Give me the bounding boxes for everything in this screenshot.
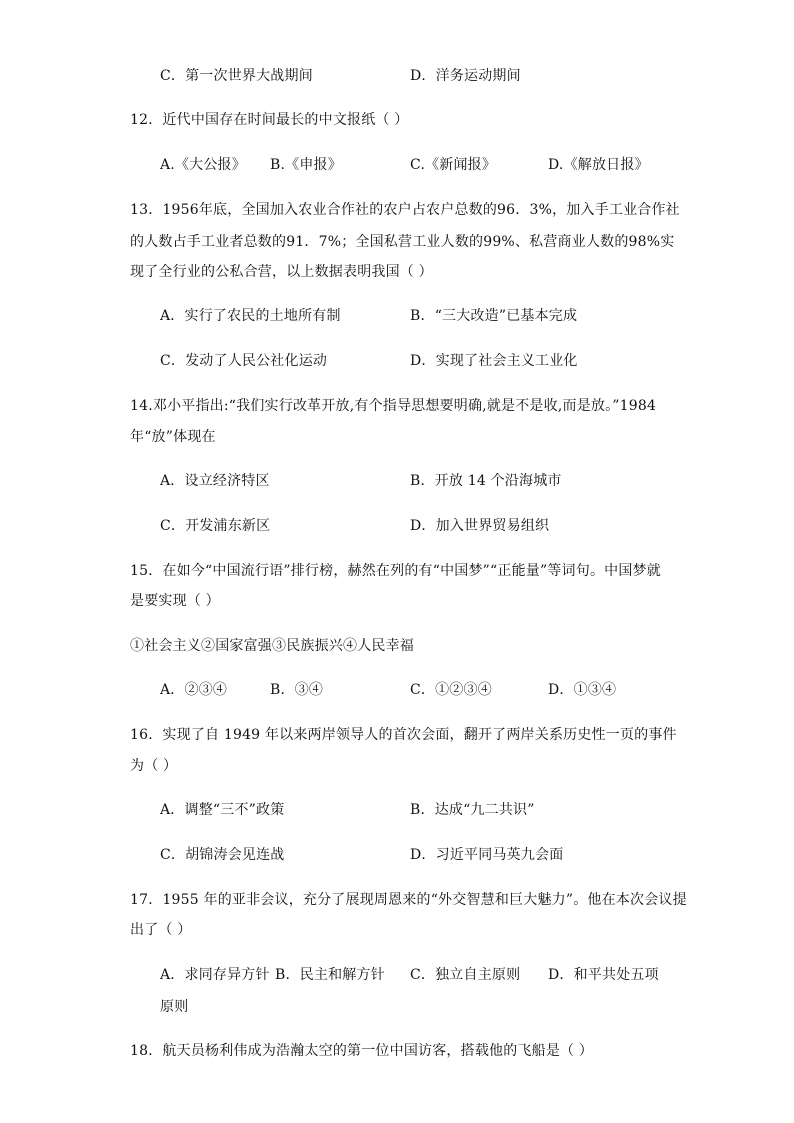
- q13-stem-line-2: 的人数占手工业者总数的91．7%；全国私营工业人数的99%、私营商业人数的98%实: [130, 234, 675, 250]
- q17-stem-line-1: 17．1955 年的亚非会议，充分了展现周恩来的“外交智慧和巨大魅力”。他在本次会议提: [130, 892, 687, 908]
- q16-stem-line-2: 为（ ）: [130, 758, 178, 774]
- q17-option-d: D．和平共处五项: [548, 967, 659, 983]
- q17-option-c: C．独立自主原则: [410, 967, 521, 983]
- q16-option-d: D．习近平同马英九会面: [410, 847, 564, 863]
- q16-option-c: C．胡锦涛会见连战: [160, 847, 285, 863]
- q18-stem: 18．航天员杨利伟成为浩瀚太空的第一位中国访客，搭载他的飞船是（ ）: [130, 1043, 594, 1059]
- q17-stem-line-2: 出了（ ）: [130, 922, 192, 938]
- q14-stem-line-1: 14.邓小平指出:“我们实行改革开放,有个指导思想要明确,就是不是收,而是放。”1984: [130, 398, 657, 414]
- q12-option-d: D.《解放日报》: [548, 157, 649, 173]
- q15-option-b: B．③④: [270, 682, 324, 698]
- q13-stem-line-3: 现了全行业的公私合营，以上数据表明我国（ ）: [130, 264, 433, 280]
- q16-option-a: A．调整“三不”政策: [160, 802, 285, 818]
- q17-option-b: B．民主和解方针: [275, 967, 385, 983]
- q14-option-c: C．开发浦东新区: [160, 518, 271, 534]
- q15-option-c: C．①②③④: [410, 682, 492, 698]
- q14-option-b: B．开放 14 个沿海城市: [410, 473, 562, 489]
- q13-option-c: C．发动了人民公社化运动: [160, 353, 328, 369]
- q17-option-d-wrap: 原则: [160, 999, 189, 1015]
- q15-option-d: D．①③④: [548, 682, 617, 698]
- q14-option-d: D．加入世界贸易组织: [410, 518, 550, 534]
- q13-option-b: B．“三大改造”已基本完成: [410, 308, 578, 324]
- q13-option-d: D．实现了社会主义工业化: [410, 353, 578, 369]
- q12-stem: 12．近代中国存在时间最长的中文报纸（ ）: [130, 112, 409, 128]
- q16-option-b: B．达成“九二共识”: [410, 802, 535, 818]
- q17-option-a: A．求同存异方针: [160, 967, 270, 983]
- q15-option-a: A．②③④: [160, 682, 228, 698]
- q13-option-a: A．实行了农民的土地所有制: [160, 308, 341, 324]
- q14-option-a: A．设立经济特区: [160, 473, 270, 489]
- q11-option-d: D．洋务运动期间: [410, 68, 521, 84]
- q13-stem-line-1: 13．1956年底，全国加入农业合作社的农户占农户总数的96．3%，加入手工业合作社: [130, 202, 680, 218]
- q15-stem-line-1: 15．在如今“中国流行语”排行榜，赫然在列的有“中国梦”“正能量”等词句。中国梦就: [130, 563, 661, 579]
- q14-stem-line-2: 年“放”体现在: [130, 429, 216, 445]
- q12-option-c: C.《新闻报》: [410, 157, 497, 173]
- q16-stem-line-1: 16．实现了自 1949 年以来两岸领导人的首次会面，翻开了两岸关系历史性一页的事件: [130, 727, 677, 743]
- q12-option-b: B.《申报》: [270, 157, 342, 173]
- q15-stem-line-2: 是要实现（ ）: [130, 593, 220, 609]
- q15-items: ①社会主义②国家富强③民族振兴④人民幸福: [130, 638, 414, 654]
- q11-option-c: C．第一次世界大战期间: [160, 68, 313, 84]
- q12-option-a: A.《大公报》: [160, 157, 246, 173]
